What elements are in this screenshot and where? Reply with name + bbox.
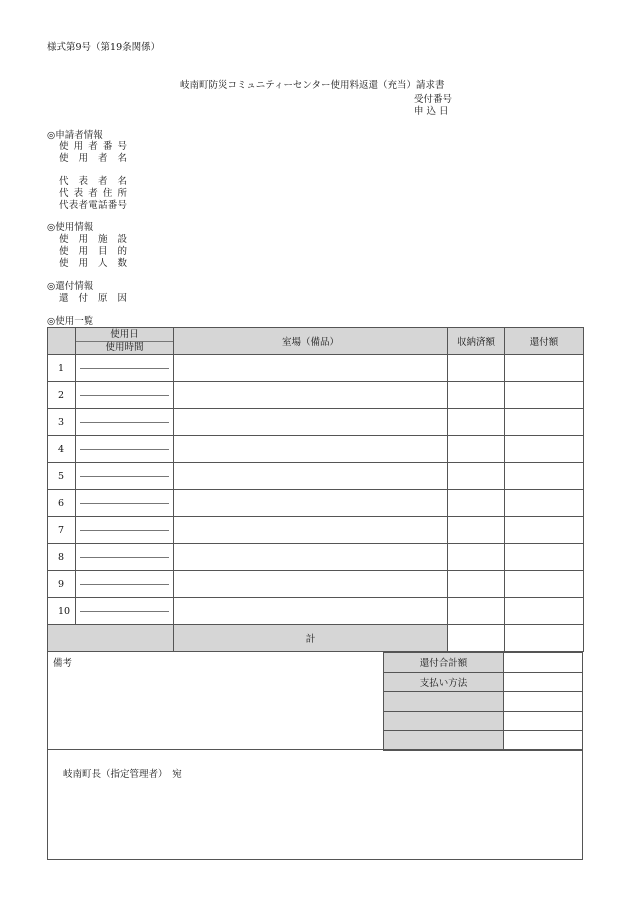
table-row <box>48 490 584 517</box>
total-label: 計 <box>174 625 448 652</box>
date-time-cell[interactable] <box>76 463 174 490</box>
payment-method-label: 支払い方法 <box>384 672 504 692</box>
header-paid: 収納済額 <box>448 328 505 355</box>
summary-blank-label <box>384 731 504 751</box>
room-cell[interactable] <box>174 517 448 544</box>
header-date-time <box>76 328 174 355</box>
row-number: 4 <box>48 436 76 463</box>
header-room: 室場（備品） <box>174 328 448 355</box>
date-time-cell[interactable] <box>76 355 174 382</box>
date-time-cell[interactable] <box>76 517 174 544</box>
row-number: 5 <box>48 463 76 490</box>
table-row <box>48 598 584 625</box>
header-time: 使用時間 <box>105 342 144 353</box>
paid-cell[interactable] <box>448 598 505 625</box>
paid-cell[interactable] <box>448 517 505 544</box>
refund-cell[interactable] <box>505 409 584 436</box>
row-number: 2 <box>48 382 76 409</box>
addressee: 岐南町長（指定管理者） 宛 <box>63 769 182 780</box>
table-row <box>48 463 584 490</box>
total-paid-cell[interactable] <box>448 625 505 652</box>
purpose-label: 使用目的 <box>59 246 127 257</box>
summary-blank-label <box>384 692 504 712</box>
summary-blank-value[interactable] <box>504 692 583 712</box>
date-time-cell[interactable] <box>76 382 174 409</box>
date-time-cell[interactable] <box>76 571 174 598</box>
representative-address-label: 代表者住所 <box>59 188 127 199</box>
refund-cell[interactable] <box>505 355 584 382</box>
date-time-cell[interactable] <box>76 409 174 436</box>
row-number: 3 <box>48 409 76 436</box>
row-number: 6 <box>48 490 76 517</box>
paid-cell[interactable] <box>448 409 505 436</box>
date-time-cell[interactable] <box>76 436 174 463</box>
people-count-label: 使用人数 <box>59 258 127 269</box>
row-number: 1 <box>48 355 76 382</box>
page-title: 岐南町防災コミュニティーセンター使用料返還（充当）請求書 <box>180 80 445 91</box>
room-cell[interactable] <box>174 598 448 625</box>
date-time-cell[interactable] <box>76 598 174 625</box>
refund-cell[interactable] <box>505 598 584 625</box>
table-row <box>48 436 584 463</box>
table-row <box>48 517 584 544</box>
table-row <box>48 409 584 436</box>
refund-cell[interactable] <box>505 571 584 598</box>
room-cell[interactable] <box>174 463 448 490</box>
refund-cell[interactable] <box>505 517 584 544</box>
payment-method-value[interactable] <box>504 672 583 692</box>
user-name-label: 使用者名 <box>59 153 127 164</box>
usage-table <box>47 327 584 652</box>
room-cell[interactable] <box>174 490 448 517</box>
representative-name-label: 代表者名 <box>59 176 127 187</box>
receipt-number-label: 受付番号 <box>414 94 453 105</box>
header-refund: 還付額 <box>505 328 584 355</box>
table-row <box>48 544 584 571</box>
row-number: 9 <box>48 571 76 598</box>
row-number: 10 <box>48 598 76 625</box>
addressee-section <box>47 749 583 860</box>
header-number <box>48 328 76 355</box>
form-number: 様式第9号（第19条関係） <box>47 42 161 53</box>
refund-cell[interactable] <box>505 463 584 490</box>
total-blank <box>48 625 174 652</box>
date-time-cell[interactable] <box>76 490 174 517</box>
facility-label: 使用施設 <box>59 234 127 245</box>
refund-heading: ◎還付情報 <box>47 281 94 292</box>
usage-heading: ◎使用情報 <box>47 222 94 233</box>
summary-table <box>383 652 583 751</box>
table-row <box>48 355 584 382</box>
refund-reason-label: 還付原因 <box>59 293 127 304</box>
summary-blank-value[interactable] <box>504 711 583 731</box>
room-cell[interactable] <box>174 571 448 598</box>
row-number: 8 <box>48 544 76 571</box>
table-row <box>48 571 584 598</box>
paid-cell[interactable] <box>448 490 505 517</box>
table-row <box>48 382 584 409</box>
paid-cell[interactable] <box>448 355 505 382</box>
remarks-section <box>47 652 583 750</box>
total-refund-value[interactable] <box>504 653 583 673</box>
remarks-label: 備考 <box>53 658 73 669</box>
summary-blank-label <box>384 711 504 731</box>
room-cell[interactable] <box>174 544 448 571</box>
apply-date-label: 申 込 日 <box>414 106 449 117</box>
total-refund-label: 還付合計額 <box>384 653 504 673</box>
paid-cell[interactable] <box>448 544 505 571</box>
user-number-label: 使用者番号 <box>59 141 127 152</box>
header-date: 使用日 <box>110 329 139 340</box>
room-cell[interactable] <box>174 355 448 382</box>
refund-cell[interactable] <box>505 490 584 517</box>
paid-cell[interactable] <box>448 463 505 490</box>
paid-cell[interactable] <box>448 382 505 409</box>
refund-cell[interactable] <box>505 382 584 409</box>
paid-cell[interactable] <box>448 571 505 598</box>
applicant-heading: ◎申請者情報 <box>47 130 103 141</box>
representative-phone-label: 代表者電話番号 <box>59 200 127 211</box>
row-number: 7 <box>48 517 76 544</box>
list-heading: ◎使用一覧 <box>47 316 94 327</box>
summary-blank-value[interactable] <box>504 731 583 751</box>
refund-cell[interactable] <box>505 544 584 571</box>
total-refund-cell[interactable] <box>505 625 584 652</box>
total-row <box>48 625 584 652</box>
room-cell[interactable] <box>174 382 448 409</box>
date-time-cell[interactable] <box>76 544 174 571</box>
room-cell[interactable] <box>174 409 448 436</box>
refund-cell[interactable] <box>505 436 584 463</box>
paid-cell[interactable] <box>448 436 505 463</box>
room-cell[interactable] <box>174 436 448 463</box>
